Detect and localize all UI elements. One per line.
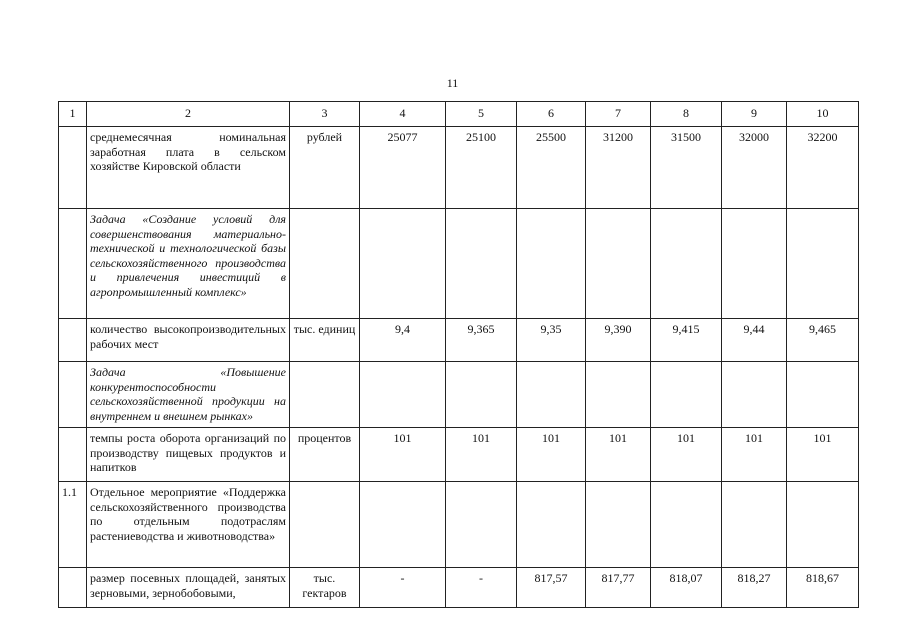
value-cell: 818,07 (651, 568, 722, 608)
value-cell (787, 209, 859, 319)
value-cell (446, 209, 517, 319)
value-cell: 101 (586, 428, 651, 482)
table-row (59, 568, 859, 608)
value-cell (586, 482, 651, 568)
unit-cell: тыс. гектаров (290, 568, 360, 608)
indicator-text: темпы роста оборота организаций по производству пищевых продуктов и напитков (87, 428, 290, 482)
value-cell: 817,57 (517, 568, 586, 608)
table-row (59, 209, 859, 319)
value-cell: 101 (360, 428, 446, 482)
value-cell: 9,35 (517, 319, 586, 362)
value-cell: 817,77 (586, 568, 651, 608)
value-cell: 9,465 (787, 319, 859, 362)
row-code: 1.1 (59, 482, 87, 568)
indicator-text: Отдельное мероприятие «Поддержка сельскохозяйственного производства по отдельным подотраслям растениеводства и животноводства» (87, 482, 290, 568)
value-cell: 101 (787, 428, 859, 482)
task-text: Задача «Создание условий для совершенствования материально-технической и технологической базы сельскохозяйственного производства и привлечения инвестиций в агропромышленный комплекс» (87, 209, 290, 319)
value-cell (517, 482, 586, 568)
value-cell: 25500 (517, 127, 586, 209)
value-cell: 9,44 (722, 319, 787, 362)
unit-cell: рублей (290, 127, 360, 209)
value-cell: 9,4 (360, 319, 446, 362)
table-row (59, 127, 859, 209)
value-cell (360, 482, 446, 568)
indicator-text: количество высокопроизводительных рабочих мест (87, 319, 290, 362)
table-header-row (59, 102, 859, 127)
value-cell: 818,27 (722, 568, 787, 608)
task-text: Задача «Повышение конкурентоспособности сельскохозяйственной продукции на внутреннем и внешнем рынках» (87, 362, 290, 428)
value-cell: 32000 (722, 127, 787, 209)
column-header: 3 (290, 102, 360, 127)
value-cell: 31200 (586, 127, 651, 209)
column-header: 10 (787, 102, 859, 127)
value-cell: - (360, 568, 446, 608)
value-cell: 101 (446, 428, 517, 482)
value-cell: 101 (517, 428, 586, 482)
row-code (59, 319, 87, 362)
value-cell (586, 362, 651, 428)
column-header: 1 (59, 102, 87, 127)
value-cell: - (446, 568, 517, 608)
indicator-text: среднемесячная номинальная заработная плата в сельском хозяйстве Кировской области (87, 127, 290, 209)
table-row (59, 428, 859, 482)
value-cell: 818,67 (787, 568, 859, 608)
row-code (59, 362, 87, 428)
page-number: 11 (446, 76, 459, 90)
value-cell: 9,390 (586, 319, 651, 362)
unit-cell (290, 482, 360, 568)
row-code (59, 568, 87, 608)
indicator-table (58, 101, 859, 608)
row-code (59, 209, 87, 319)
unit-cell (290, 362, 360, 428)
column-header: 7 (586, 102, 651, 127)
value-cell: 25100 (446, 127, 517, 209)
table-row (59, 482, 859, 568)
value-cell: 9,365 (446, 319, 517, 362)
column-header: 9 (722, 102, 787, 127)
value-cell: 25077 (360, 127, 446, 209)
value-cell: 101 (651, 428, 722, 482)
value-cell (446, 482, 517, 568)
value-cell (517, 362, 586, 428)
unit-cell (290, 209, 360, 319)
value-cell (722, 209, 787, 319)
row-code (59, 127, 87, 209)
value-cell: 31500 (651, 127, 722, 209)
row-code (59, 428, 87, 482)
table-row (59, 362, 859, 428)
column-header: 6 (517, 102, 586, 127)
value-cell (651, 209, 722, 319)
value-cell: 101 (722, 428, 787, 482)
value-cell (722, 482, 787, 568)
column-header: 4 (360, 102, 446, 127)
value-cell (360, 209, 446, 319)
value-cell (586, 209, 651, 319)
value-cell: 9,415 (651, 319, 722, 362)
value-cell (651, 362, 722, 428)
value-cell (446, 362, 517, 428)
indicator-text: размер посевных площадей, занятых зерновыми, зернобобовыми, (87, 568, 290, 608)
value-cell: 32200 (787, 127, 859, 209)
column-header: 2 (87, 102, 290, 127)
value-cell (651, 482, 722, 568)
value-cell (517, 209, 586, 319)
value-cell (787, 362, 859, 428)
column-header: 5 (446, 102, 517, 127)
table-row (59, 319, 859, 362)
value-cell (722, 362, 787, 428)
column-header: 8 (651, 102, 722, 127)
unit-cell: тыс. единиц (290, 319, 360, 362)
value-cell (787, 482, 859, 568)
unit-cell: процентов (290, 428, 360, 482)
value-cell (360, 362, 446, 428)
